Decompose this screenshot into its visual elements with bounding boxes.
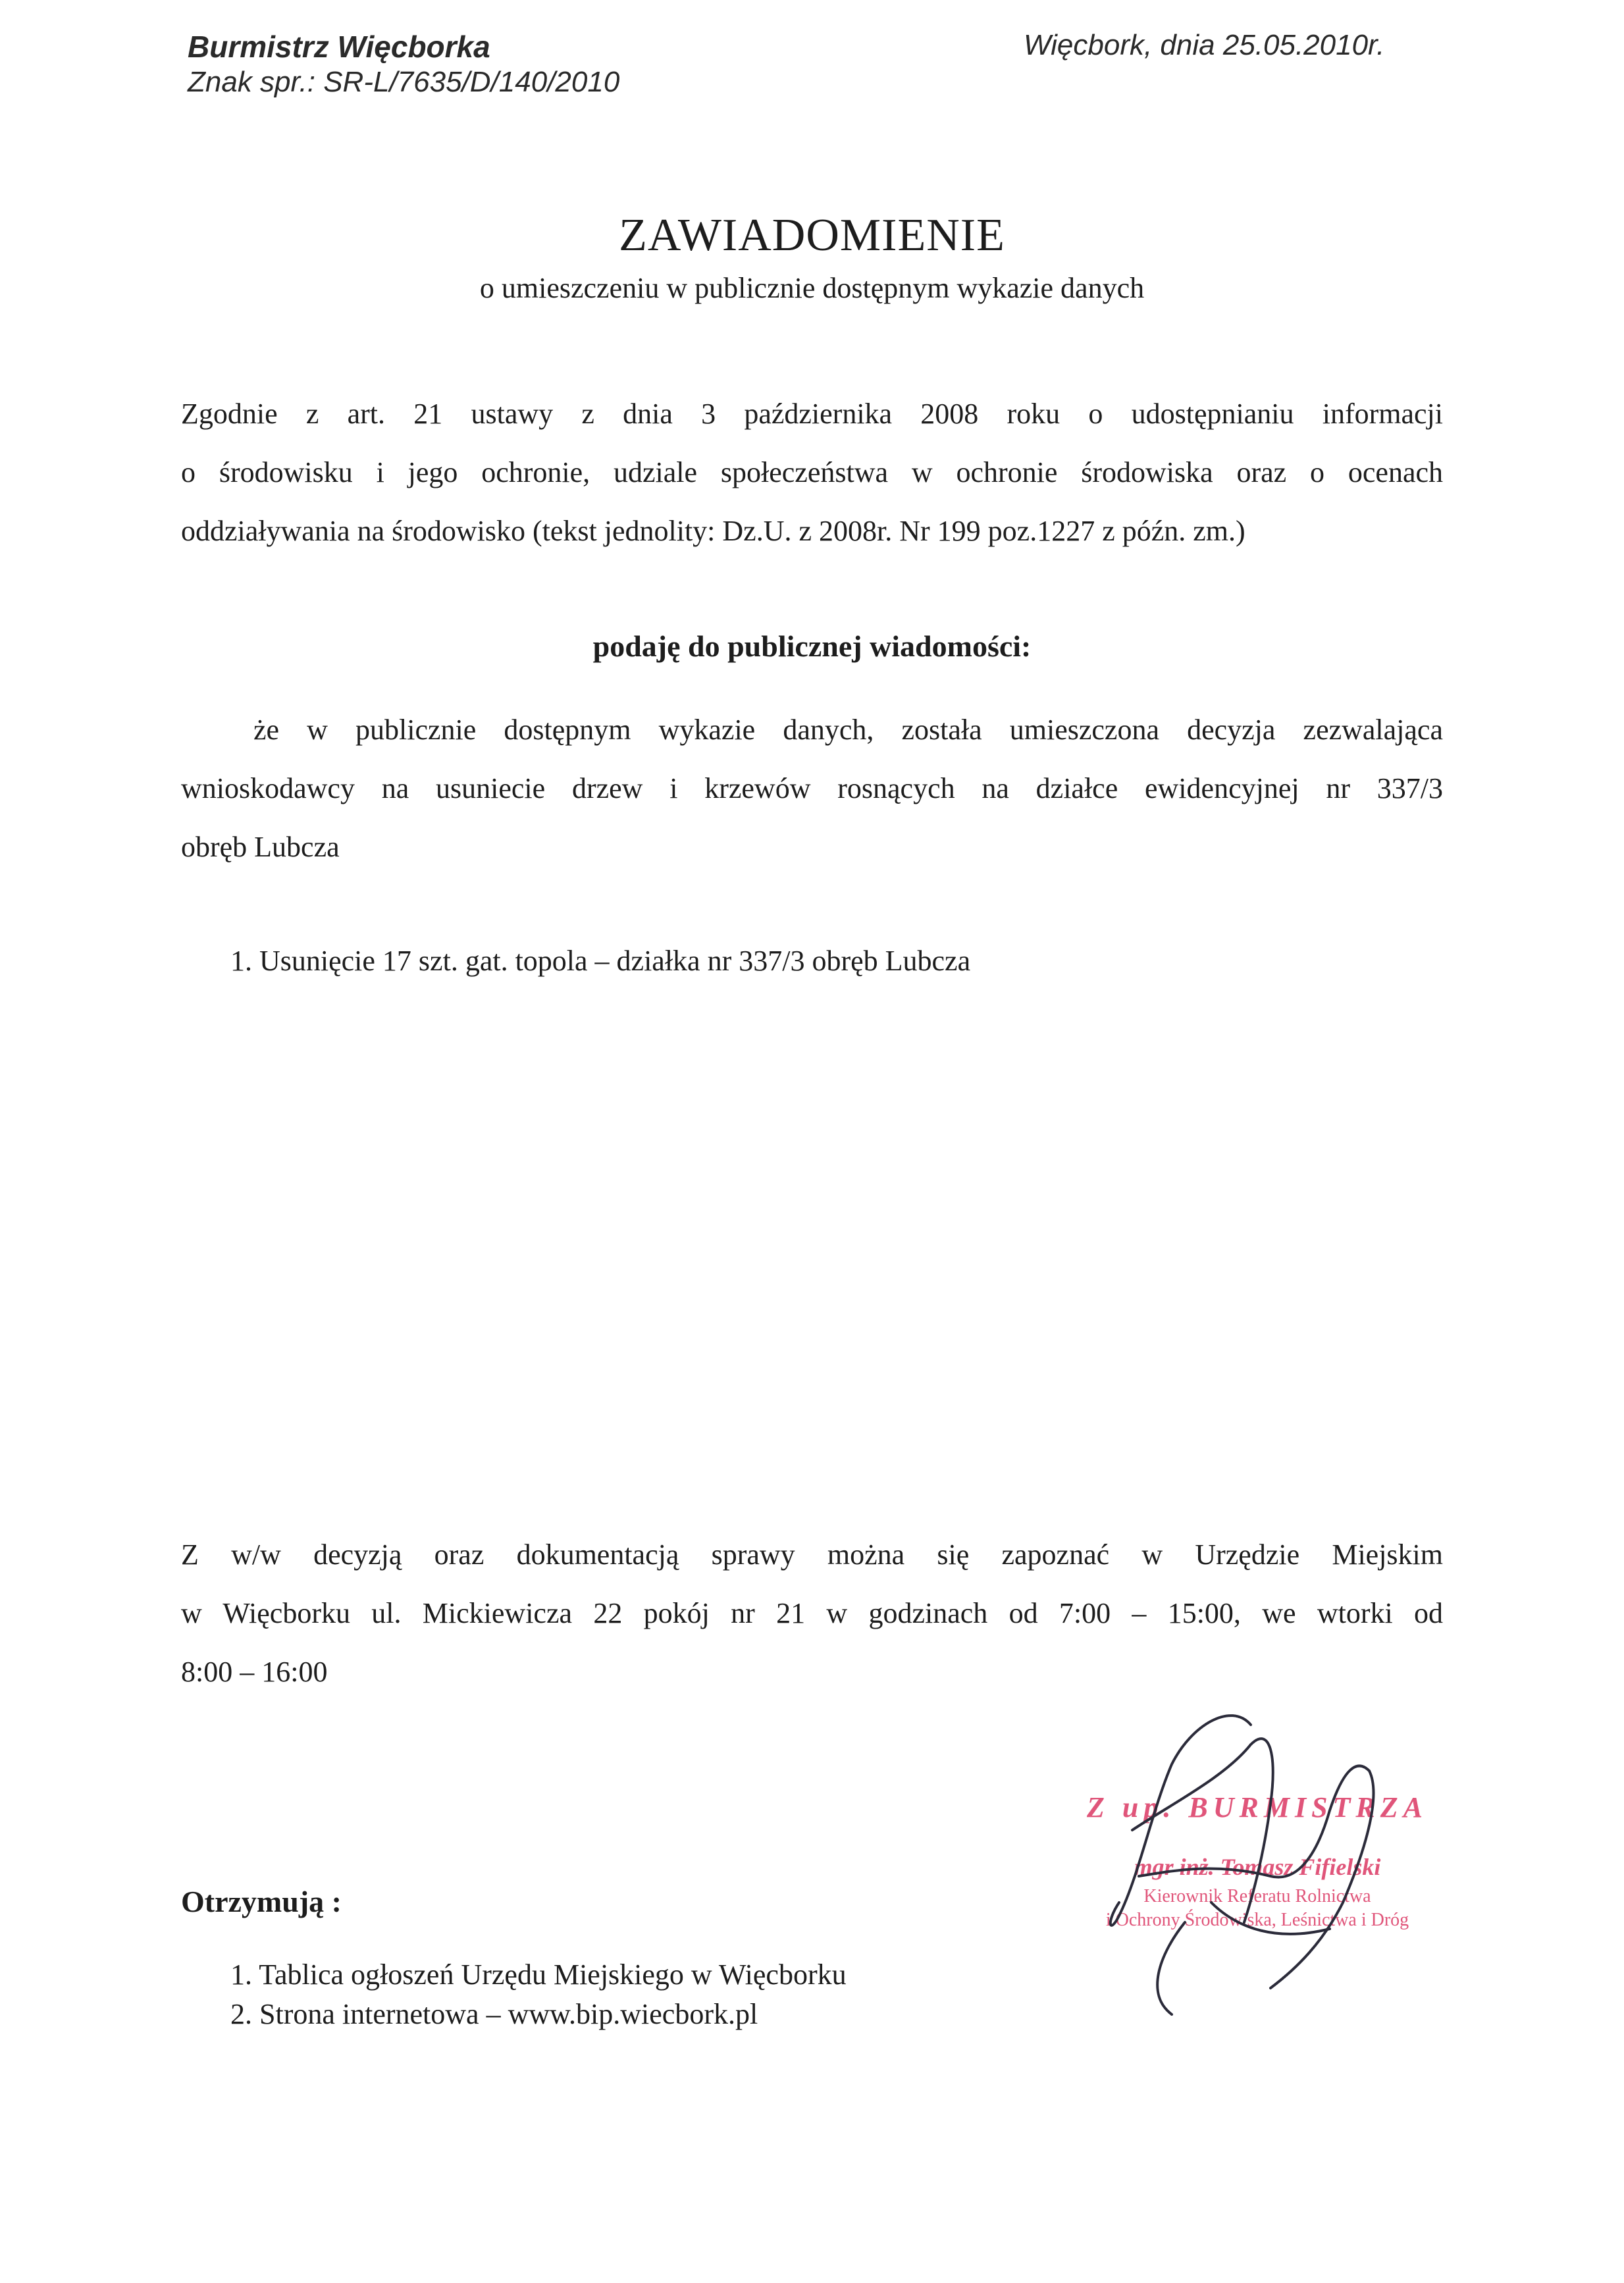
info-line: Z w/w decyzją oraz dokumentacją sprawy można się zapoznać w Urzędzie Miejskim — [181, 1538, 1443, 1571]
recipient-item: 1. Tablica ogłoszeń Urzędu Miejskiego w Więcborku — [230, 1958, 847, 1991]
place-date: Więcbork, dnia 25.05.2010r. — [1024, 29, 1385, 61]
info-line: w Więcborku ul. Mickiewicza 22 pokój nr 21 w godzinach od 7:00 – 15:00, we wtorki od — [181, 1597, 1443, 1629]
info-paragraph — [181, 1525, 1443, 1701]
decision-paragraph — [181, 700, 1443, 876]
announcement-heading: podaję do publicznej wiadomości: — [592, 629, 1032, 663]
intro-line: Zgodnie z art. 21 ustawy z dnia 3 października 2008 roku o udostępnianiu informacji — [181, 398, 1443, 430]
info-line: 8:00 – 16:00 — [181, 1656, 328, 1688]
issuer-name: Burmistrz Więcborka — [188, 30, 490, 64]
recipients-heading: Otrzymują : — [181, 1885, 342, 1918]
decision-line: że w publicznie dostępnym wykazie danych, została umieszczona decyzja zezwalająca — [253, 714, 1443, 746]
reference-number: Znak spr.: SR-L/7635/D/140/2010 — [188, 66, 620, 98]
stamp-line-name: mgr inż. Tomasz Fifielski — [1134, 1854, 1381, 1880]
intro-line: o środowisku i jego ochronie, udziale społeczeństwa w ochronie środowiska oraz o ocenach — [181, 456, 1443, 488]
stamp-line-department: i Ochrony Środowiska, Leśnictwa i Dróg — [1105, 1910, 1409, 1930]
document-title: ZAWIADOMIENIE — [619, 210, 1005, 261]
recipient-item: 2. Strona internetowa – www.bip.wiecbork.pl — [230, 1998, 758, 2030]
handwritten-signature — [1080, 1705, 1422, 2021]
decision-line: obręb Lubcza — [181, 831, 340, 863]
stamp-line-position: Kierownik Referatu Rolnictwa — [1143, 1886, 1371, 1906]
intro-line: oddziaływania na środowisko (tekst jednolity: Dz.U. z 2008r. Nr 199 poz.1227 z późn. zm.) — [181, 515, 1245, 547]
list-item: 1. Usunięcie 17 szt. gat. topola – działka nr 337/3 obręb Lubcza — [230, 945, 971, 977]
decision-line: wnioskodawcy na usuniecie drzew i krzewów rosnących na działce ewidencyjnej nr 337/3 — [181, 772, 1443, 804]
recipients-list — [230, 1955, 847, 2034]
document-subtitle: o umieszczeniu w publicznie dostępnym wykazie danych — [479, 272, 1145, 304]
stamp-line-title: Z up. BURMISTRZA — [1087, 1791, 1428, 1824]
intro-paragraph — [181, 384, 1443, 560]
